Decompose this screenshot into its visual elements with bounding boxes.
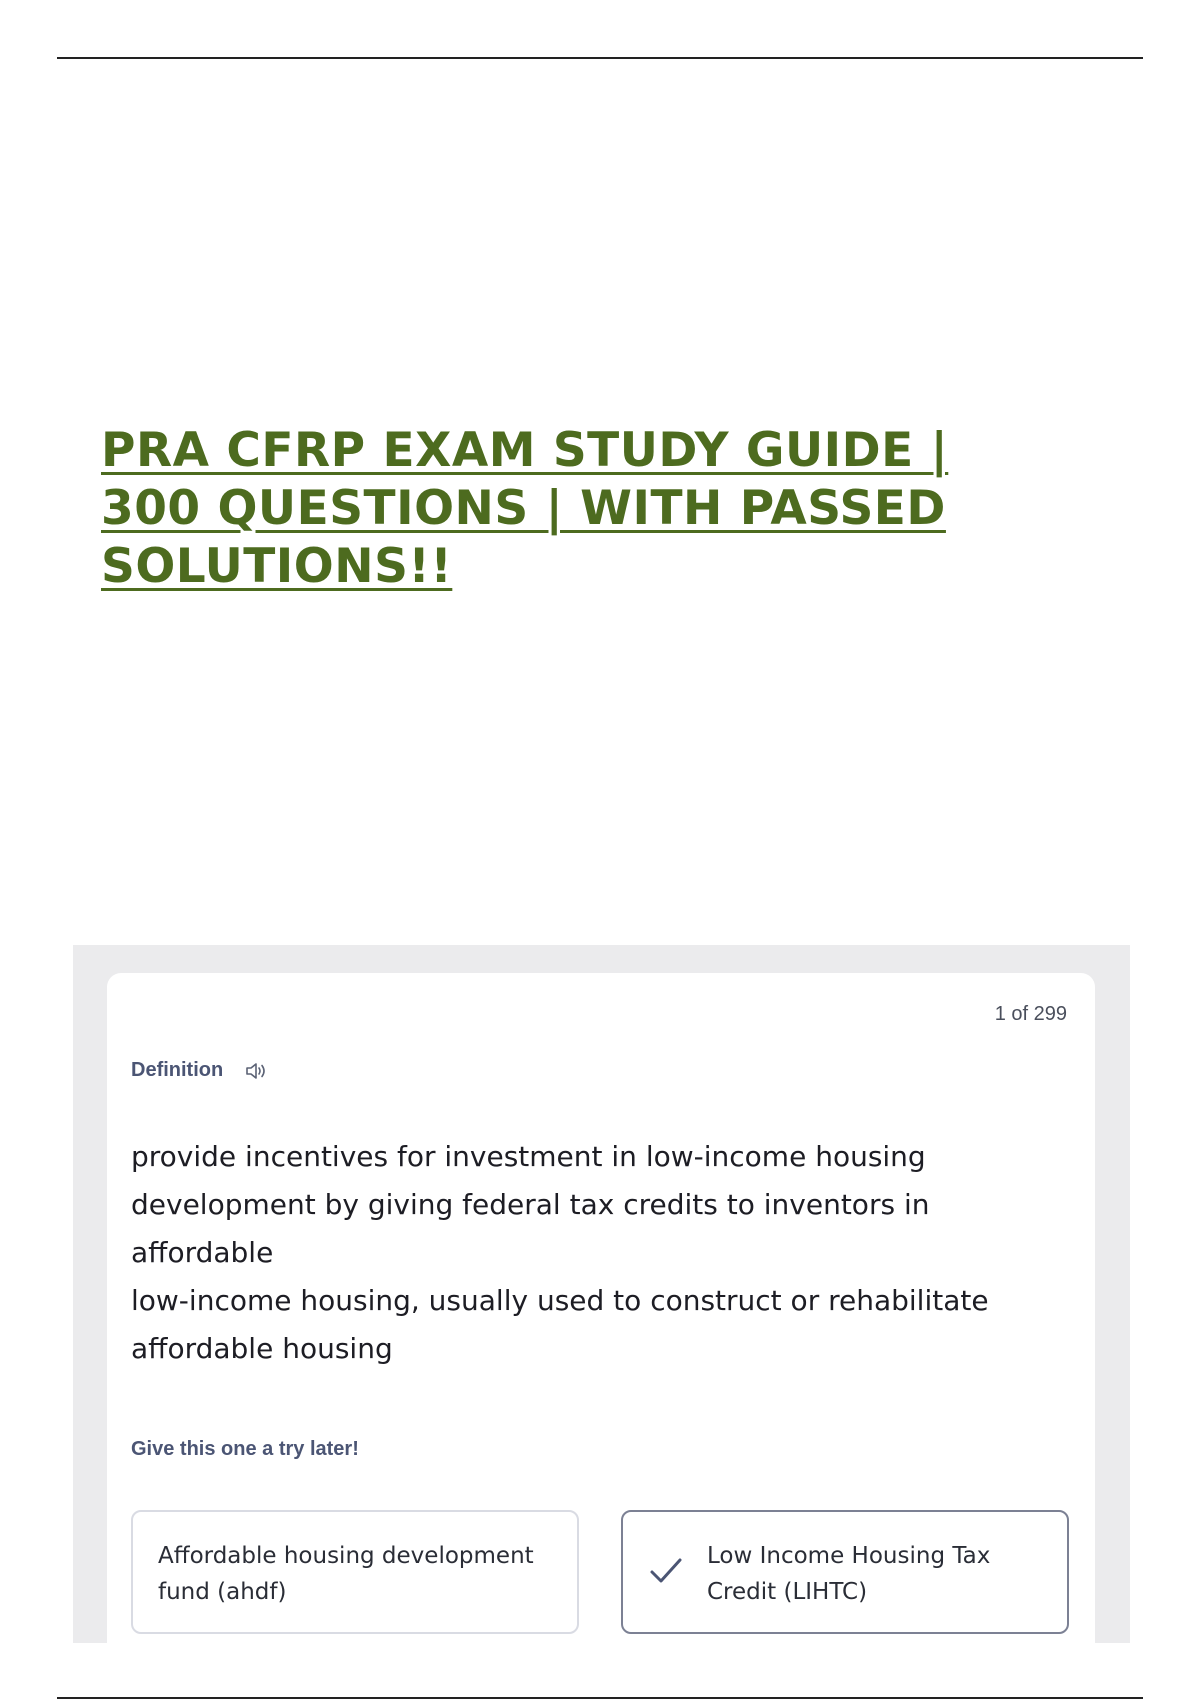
- answer-option-label: Affordable housing development fund (ahdf): [158, 1543, 534, 1605]
- answer-option-label: Low Income Housing Tax Credit (LIHTC): [707, 1543, 991, 1605]
- flashcard: [107, 973, 1095, 1643]
- top-page-rule: [57, 57, 1143, 59]
- term-label-row: [131, 1059, 267, 1082]
- answer-option-lihtc[interactable]: [621, 1510, 1069, 1634]
- flashcard-screenshot-panel: [73, 945, 1130, 1643]
- answer-option-ahdf[interactable]: [131, 1510, 579, 1634]
- try-later-hint[interactable]: Give this one a try later!: [131, 1438, 359, 1460]
- checkmark-icon: [649, 1556, 683, 1586]
- definition-text: provide incentives for investment in low-income housing development by giving federal tax credits to inventors in affordable low-income housing, usually used to construct or rehabilitate affordable housing: [131, 1140, 989, 1365]
- bottom-page-rule: [57, 1697, 1143, 1699]
- speaker-icon[interactable]: [245, 1061, 267, 1081]
- document-title: PRA CFRP EXAM STUDY GUIDE | 300 QUESTIONS | WITH PASSED SOLUTIONS!!: [101, 423, 949, 594]
- definition-label: Definition: [131, 1059, 224, 1081]
- card-counter: 1 of 299: [994, 1003, 1067, 1025]
